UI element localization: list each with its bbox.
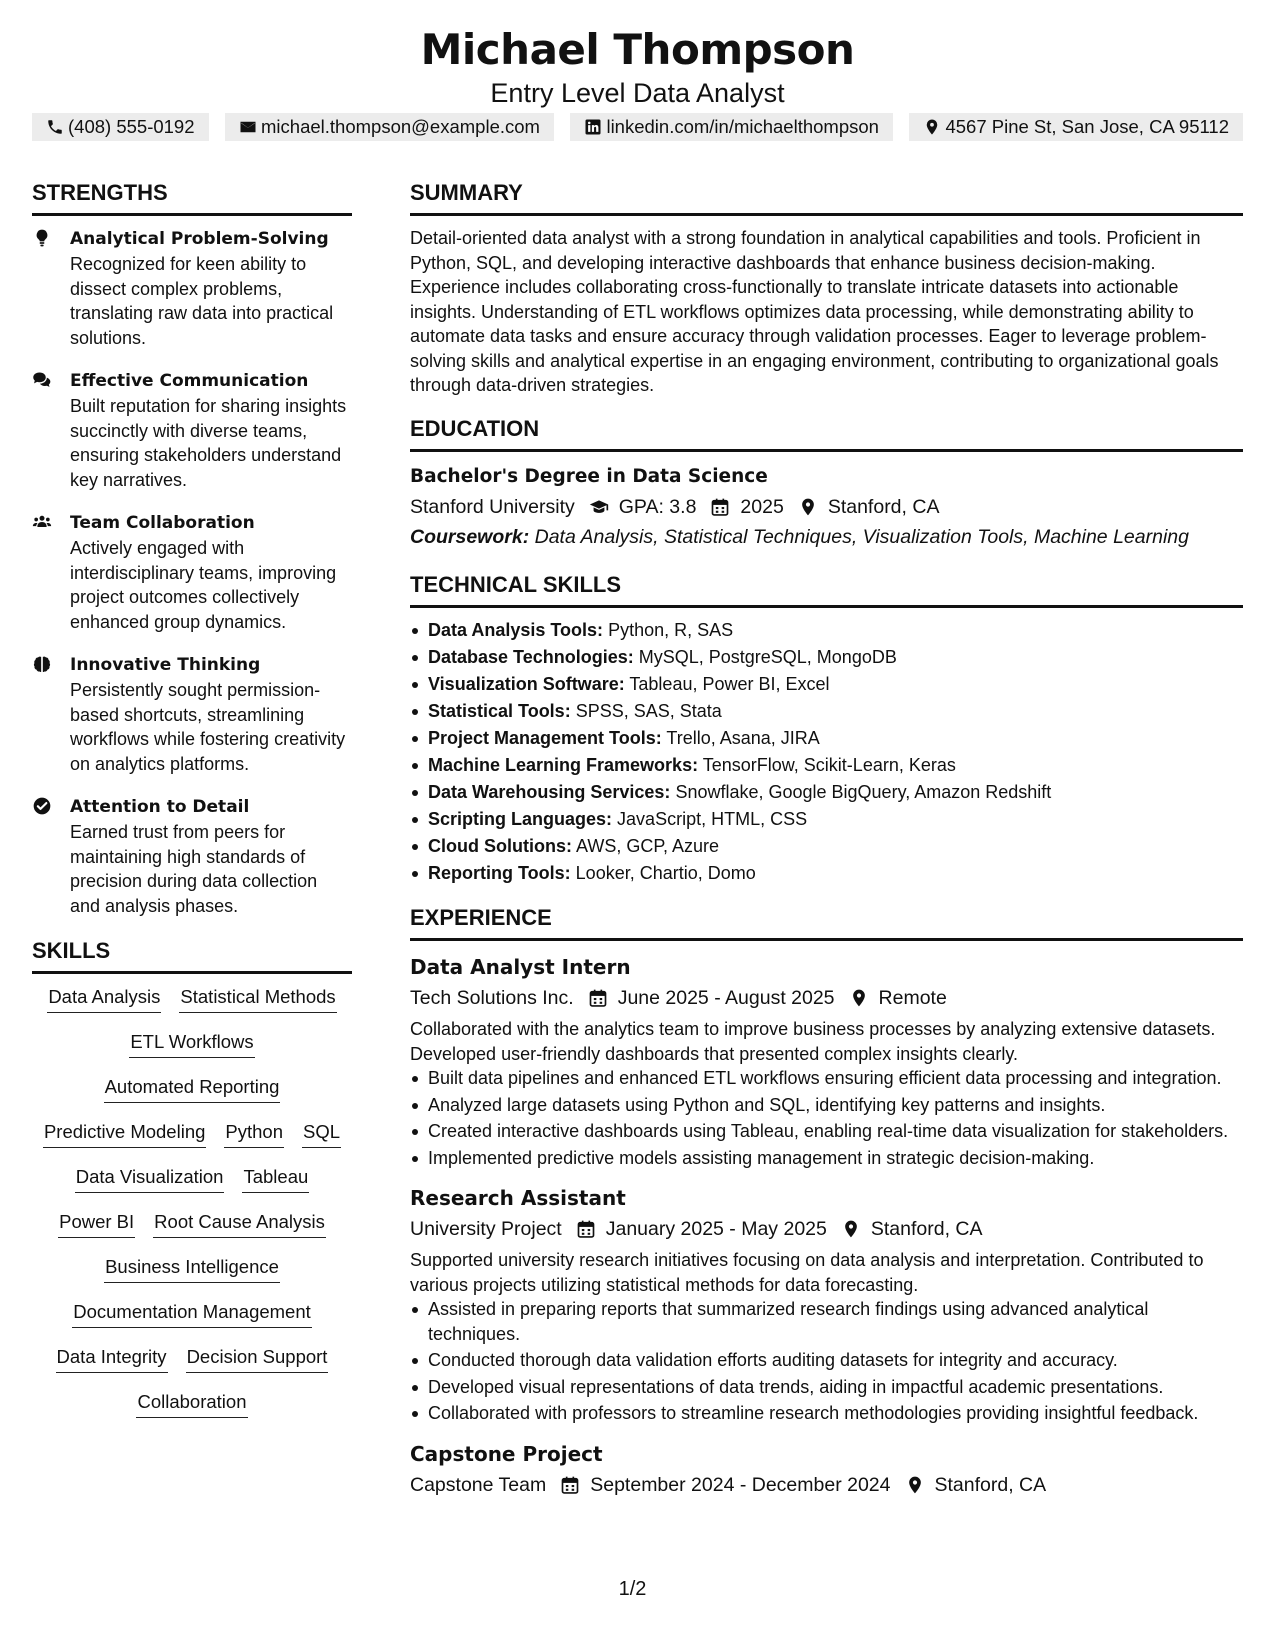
tech-skill-label: Data Warehousing Services: (428, 781, 671, 802)
list-item: Developed visual representations of data trends, aiding in impactful academic presentations. (410, 1375, 1243, 1400)
list-item (410, 834, 1243, 859)
strength-title: Innovative Thinking (70, 655, 261, 675)
job-title: Data Analyst Intern (410, 955, 631, 979)
list-item: Collaborated with professors to streamline research methodologies providing insightful feedback. (410, 1401, 1243, 1426)
list-item: Analyzed large datasets using Python and SQL, identifying key patterns and insights. (410, 1093, 1243, 1118)
left-column (32, 178, 352, 1434)
map-pin-icon (923, 118, 941, 136)
comments-icon (32, 370, 52, 390)
experience-entry (410, 951, 1243, 1170)
coursework-list: Data Analysis, Statistical Techniques, Visualization Tools, Machine Learning (534, 525, 1189, 548)
skill-tag: Tableau (242, 1164, 309, 1193)
skill-tag: Root Cause Analysis (153, 1209, 326, 1238)
skill-tag: Data Visualization (75, 1164, 225, 1193)
strength-title: Effective Communication (70, 371, 309, 391)
job-bullets (410, 1297, 1243, 1426)
job-dates: June 2025 - August 2025 (617, 987, 835, 1009)
strength-desc: Recognized for keen ability to dissect complex problems, translating raw data into practical solutions. (70, 254, 334, 348)
job-org: Capstone Team (410, 1473, 547, 1496)
job-title: Capstone Project (410, 1441, 603, 1466)
job-location: Remote (878, 987, 947, 1009)
contact-phone[interactable] (32, 113, 209, 141)
tech-skill-label: Project Management Tools: (428, 727, 662, 748)
skill-tag: Predictive Modeling (43, 1119, 206, 1148)
tech-skill-label: Reporting Tools: (428, 862, 571, 883)
calendar-icon (588, 988, 608, 1008)
tech-skill-value: Looker, Chartio, Domo (575, 862, 756, 883)
skill-tag: Collaboration (136, 1389, 247, 1418)
lightbulb-icon (32, 228, 52, 248)
contact-linkedin[interactable] (570, 113, 893, 141)
skill-tag: ETL Workflows (129, 1029, 254, 1058)
list-item (410, 753, 1243, 778)
education-coursework (410, 522, 1243, 552)
tech-skill-value: Snowflake, Google BigQuery, Amazon Redshift (675, 781, 1052, 802)
map-pin-icon (905, 1475, 925, 1495)
job-org: Tech Solutions Inc. (410, 987, 574, 1009)
strength-item (32, 368, 352, 492)
tech-skill-label: Statistical Tools: (428, 700, 571, 721)
tech-skill-label: Cloud Solutions: (428, 835, 572, 856)
education-location: Stanford, CA (827, 495, 940, 518)
job-dates: September 2024 - December 2024 (590, 1473, 891, 1496)
list-item (410, 618, 1243, 643)
tech-skill-label: Data Analysis Tools: (428, 619, 604, 640)
job-bullets (410, 1066, 1243, 1170)
tech-skill-label: Database Technologies: (428, 646, 634, 667)
strength-item (32, 794, 352, 918)
strength-item (32, 652, 352, 776)
tech-skill-value: JavaScript, HTML, CSS (617, 808, 808, 829)
map-pin-icon (798, 497, 818, 517)
skill-tag: Decision Support (186, 1344, 329, 1373)
tech-skill-value: Trello, Asana, JIRA (666, 727, 820, 748)
list-item (410, 699, 1243, 724)
strength-item (32, 510, 352, 634)
tech-skill-value: TensorFlow, Scikit-Learn, Keras (702, 754, 956, 775)
graduation-cap-icon (589, 497, 609, 517)
tech-skill-label: Scripting Languages: (428, 808, 613, 829)
skill-tag: Automated Reporting (104, 1074, 281, 1103)
list-item (410, 645, 1243, 670)
job-meta (410, 1214, 1243, 1244)
skill-tag: Data Integrity (56, 1344, 168, 1373)
users-icon (32, 512, 52, 532)
contact-bar (32, 113, 1243, 141)
education-year: 2025 (740, 495, 784, 518)
skill-tag: SQL (302, 1119, 341, 1148)
technical-skills-heading: TECHNICAL SKILLS (410, 570, 1243, 608)
experience-heading: EXPERIENCE (410, 903, 1243, 941)
page-number (0, 1578, 1275, 1601)
skill-tag: Statistical Methods (179, 984, 336, 1013)
job-location: Stanford, CA (934, 1473, 1047, 1496)
calendar-icon (710, 497, 730, 517)
education-meta (410, 492, 1243, 522)
job-meta (410, 983, 1243, 1013)
list-item: Created interactive dashboards using Tableau, enabling real-time data visualization for stakeholders. (410, 1119, 1243, 1144)
education-school: Stanford University (410, 495, 575, 518)
contact-phone-text: (408) 555-0192 (68, 116, 195, 137)
job-description: Collaborated with the analytics team to improve business processes by analyzing extensive datasets. Developed user-friendly dashboards that presented complex insights clearly. (410, 1019, 1216, 1064)
experience-entry (410, 1182, 1243, 1426)
job-description: Supported university research initiatives focusing on data analysis and interpretation. Contributed to various projects utilizing statistical methods for data forecasting. (410, 1250, 1204, 1295)
skill-tag: Python (224, 1119, 284, 1148)
envelope-icon (239, 118, 257, 136)
list-item (410, 807, 1243, 832)
skills-list (32, 984, 352, 1434)
job-dates: January 2025 - May 2025 (605, 1218, 827, 1240)
summary-heading: SUMMARY (410, 178, 1243, 216)
strengths-heading: STRENGTHS (32, 178, 352, 216)
calendar-icon (576, 1219, 596, 1239)
strength-desc: Built reputation for sharing insights succinctly with diverse teams, ensuring stakeholders understand key narratives. (70, 396, 347, 490)
technical-skills-list (410, 618, 1243, 886)
skill-tag: Documentation Management (72, 1299, 312, 1328)
job-title: Research Assistant (410, 1186, 626, 1210)
skill-tag: Power BI (58, 1209, 135, 1238)
list-item: Built data pipelines and enhanced ETL workflows ensuring efficient data processing and integration. (410, 1066, 1243, 1091)
tech-skill-value: SPSS, SAS, Stata (575, 700, 722, 721)
contact-email-text: michael.thompson@example.com (261, 116, 540, 137)
list-item (410, 672, 1243, 697)
list-item: Assisted in preparing reports that summarized research findings using advanced analytical techniques. (410, 1297, 1243, 1346)
phone-icon (46, 118, 64, 136)
tech-skill-value: AWS, GCP, Azure (576, 835, 720, 856)
skill-tag: Business Intelligence (104, 1254, 280, 1283)
brain-icon (32, 654, 52, 674)
list-item (410, 726, 1243, 751)
linkedin-icon (584, 118, 602, 136)
skill-tag: Data Analysis (47, 984, 161, 1013)
check-circle-icon (32, 796, 52, 816)
experience-entry (410, 1438, 1243, 1500)
resume-header (0, 0, 1275, 110)
list-item: Implemented predictive models assisting management in strategic decision-making. (410, 1146, 1243, 1171)
education-degree: Bachelor's Degree in Data Science (410, 465, 768, 487)
list-item (410, 780, 1243, 805)
strength-item (32, 226, 352, 350)
job-location: Stanford, CA (870, 1218, 983, 1240)
map-pin-icon (849, 988, 869, 1008)
contact-address[interactable] (909, 113, 1243, 141)
map-pin-icon (841, 1219, 861, 1239)
strength-title: Attention to Detail (70, 797, 250, 817)
job-org: University Project (410, 1218, 562, 1240)
education-gpa: GPA: 3.8 (618, 495, 697, 518)
contact-linkedin-text: linkedin.com/in/michaelthompson (606, 116, 879, 137)
page-number-text: 1/2 (618, 1578, 647, 1600)
education-heading: EDUCATION (410, 414, 1243, 452)
coursework-label: Coursework: (410, 525, 530, 548)
strength-title: Team Collaboration (70, 513, 255, 533)
strength-desc: Earned trust from peers for maintaining high standards of precision during data collection and analysis phases. (70, 822, 318, 916)
tech-skill-label: Machine Learning Frameworks: (428, 754, 699, 775)
candidate-title: Entry Level Data Analyst (490, 78, 785, 108)
tech-skill-value: MySQL, PostgreSQL, MongoDB (638, 646, 897, 667)
contact-address-text: 4567 Pine St, San Jose, CA 95112 (945, 116, 1229, 137)
list-item (410, 861, 1243, 886)
contact-email[interactable] (225, 113, 554, 141)
tech-skill-value: Python, R, SAS (608, 619, 734, 640)
summary-text: Detail-oriented data analyst with a strong foundation in analytical capabilities and tools. Proficient in Python, SQL, and developing interactive dashboards that enhance business decision-making. Experience includes collaborating cross-functionally to translate intricate datasets into actionable insights. Understanding of ETL workflows optimizes data processing, while demonstrating ability to automate data tasks and ensure accuracy through validation processes. Eager to leverage problem-solving skills and analytical expertise in an engaging environment, contributing to organizational goals through data-driven strategies. (410, 228, 1219, 395)
right-column (410, 178, 1243, 1512)
strength-desc: Actively engaged with interdisciplinary teams, improving project outcomes collectively enhanced group dynamics. (70, 538, 337, 632)
list-item: Conducted thorough data validation efforts auditing datasets for integrity and accuracy. (410, 1348, 1243, 1373)
tech-skill-label: Visualization Software: (428, 673, 625, 694)
strength-title: Analytical Problem-Solving (70, 229, 329, 249)
strength-desc: Persistently sought permission-based shortcuts, streamlining workflows while fostering creativity on analytics platforms. (70, 680, 346, 774)
tech-skill-value: Tableau, Power BI, Excel (629, 673, 830, 694)
calendar-icon (560, 1475, 580, 1495)
job-meta (410, 1470, 1243, 1500)
candidate-name: Michael Thompson (420, 25, 855, 74)
skills-heading: SKILLS (32, 936, 352, 974)
